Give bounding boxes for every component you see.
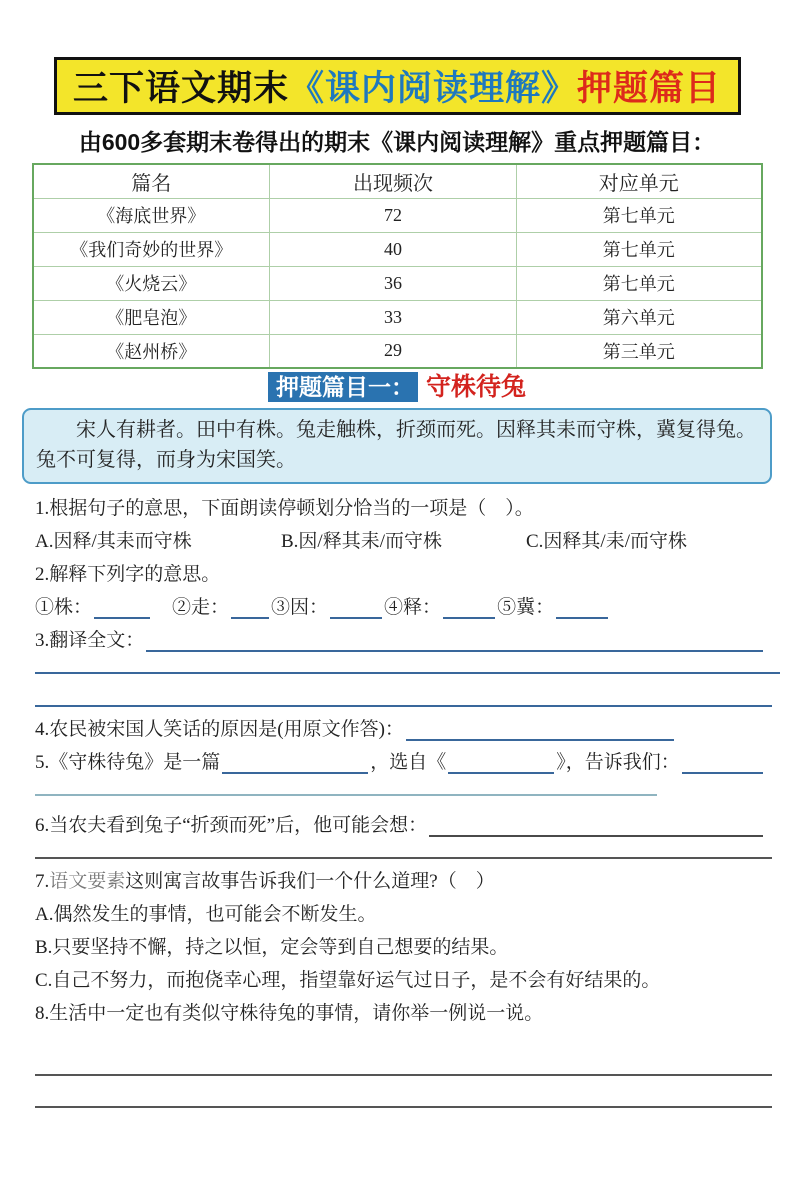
answer-blank	[443, 595, 495, 619]
option-a: A.因释/其耒而守株	[35, 531, 192, 552]
cell-title: 《赵州桥》	[33, 334, 270, 368]
blank-label-1: ①株：	[35, 597, 93, 618]
section-title: 守株待兔	[425, 373, 526, 401]
answer-line	[35, 857, 772, 859]
cell-frequency: 72	[270, 198, 517, 232]
frequency-table	[32, 163, 763, 369]
answer-line	[35, 672, 780, 674]
question-8	[35, 997, 765, 1030]
table-row	[33, 334, 762, 368]
question-7-highlight: 语文要素	[49, 871, 126, 892]
blank-label-4: ④释：	[384, 597, 442, 618]
option-b: B.只要坚持不懈，持之以恒，定会等到自己想要的结果。	[35, 937, 509, 958]
cell-unit: 第七单元	[517, 266, 762, 300]
question-1-options	[35, 525, 765, 558]
answer-blank	[231, 595, 269, 619]
section-label: 押题篇目一：	[268, 372, 418, 402]
cell-title: 《海底世界》	[33, 198, 270, 232]
answer-blank	[146, 628, 763, 652]
cell-frequency: 29	[270, 334, 517, 368]
answer-line	[35, 1106, 772, 1108]
option-c: C.因释其/耒/而守株	[526, 531, 687, 552]
question-1-text: 1.根据句子的意思，下面朗读停顿划分恰当的一项是（ ）。	[35, 498, 534, 519]
question-5	[35, 746, 765, 779]
table-header-row	[33, 164, 762, 198]
option-c: C.自己不努力，而抱侥幸心理，指望靠好运气过日子，是不会有好结果的。	[35, 970, 661, 991]
answer-blank	[556, 595, 608, 619]
answer-blank	[222, 750, 368, 774]
cell-title: 《我们奇妙的世界》	[33, 232, 270, 266]
cell-frequency: 33	[270, 300, 517, 334]
option-a: A.偶然发生的事情，也可能会不断发生。	[35, 904, 377, 925]
question-list	[0, 484, 794, 1108]
answer-line	[35, 794, 657, 796]
banner-text-blue: 《课内阅读理解》	[288, 69, 577, 108]
question-7-option-c	[35, 964, 765, 997]
banner-text-red: 押题篇目	[577, 69, 722, 108]
question-8-text: 8.生活中一定也有类似守株待兔的事情，请你举一例说一说。	[35, 1003, 544, 1024]
question-7-text: 这则寓言故事告诉我们一个什么道理?（ ）	[125, 871, 495, 892]
banner-text-black: 三下语文期末	[72, 69, 289, 108]
question-7-option-a	[35, 898, 765, 931]
question-5-part2: ，选自《	[370, 752, 447, 773]
blank-label-3: ③因：	[271, 597, 329, 618]
col-header-unit: 对应单元	[517, 164, 762, 198]
cell-unit: 第三单元	[517, 334, 762, 368]
question-2	[35, 558, 765, 591]
question-4	[35, 713, 765, 746]
col-header-title: 篇名	[33, 164, 270, 198]
question-5-part1: 5.《守株待兔》是一篇	[35, 752, 221, 773]
question-4-text: 4.农民被宋国人笑话的原因是(用原文作答)：	[35, 719, 404, 740]
cell-unit: 第七单元	[517, 232, 762, 266]
answer-line	[35, 705, 772, 707]
cell-unit: 第七单元	[517, 198, 762, 232]
table-row	[33, 232, 762, 266]
answer-blank	[682, 750, 763, 774]
cell-unit: 第六单元	[517, 300, 762, 334]
answer-blank	[448, 750, 554, 774]
question-6-text: 6.当农夫看到兔子“折颈而死”后，他可能会想：	[35, 815, 428, 836]
question-1	[35, 492, 765, 525]
question-6	[35, 809, 765, 842]
table-row	[33, 266, 762, 300]
question-3-text: 3.翻译全文：	[35, 630, 145, 651]
section-header	[0, 372, 794, 403]
subtitle: 由600多套期末卷得出的期末《课内阅读理解》重点押题篇目：	[78, 129, 716, 155]
question-3	[35, 624, 765, 657]
blank-label-5: ⑤冀：	[497, 597, 555, 618]
cell-frequency: 40	[270, 232, 517, 266]
passage-box: 宋人有耕者。田中有株。兔走触株，折颈而死。因释其耒而守株，冀复得兔。兔不可复得，而身为宋国笑。	[22, 408, 772, 484]
question-5-part3: 》，告诉我们：	[556, 752, 680, 773]
cell-frequency: 36	[270, 266, 517, 300]
answer-blank	[330, 595, 382, 619]
option-b: B.因/释其耒/而守株	[281, 531, 442, 552]
table-row	[33, 300, 762, 334]
answer-blank	[94, 595, 150, 619]
answer-blank	[406, 717, 674, 741]
question-2-blanks	[35, 591, 765, 624]
answer-line	[35, 1074, 772, 1076]
table-row	[33, 198, 762, 232]
question-7	[35, 865, 765, 898]
title-banner	[54, 57, 741, 115]
answer-blank	[429, 813, 763, 837]
question-7-prefix: 7.	[35, 871, 50, 892]
cell-title: 《肥皂泡》	[33, 300, 270, 334]
col-header-frequency: 出现频次	[270, 164, 517, 198]
blank-label-2: ②走：	[172, 597, 230, 618]
question-7-option-b	[35, 931, 765, 964]
cell-title: 《火烧云》	[33, 266, 270, 300]
question-2-text: 2.解释下列字的意思。	[35, 564, 221, 585]
